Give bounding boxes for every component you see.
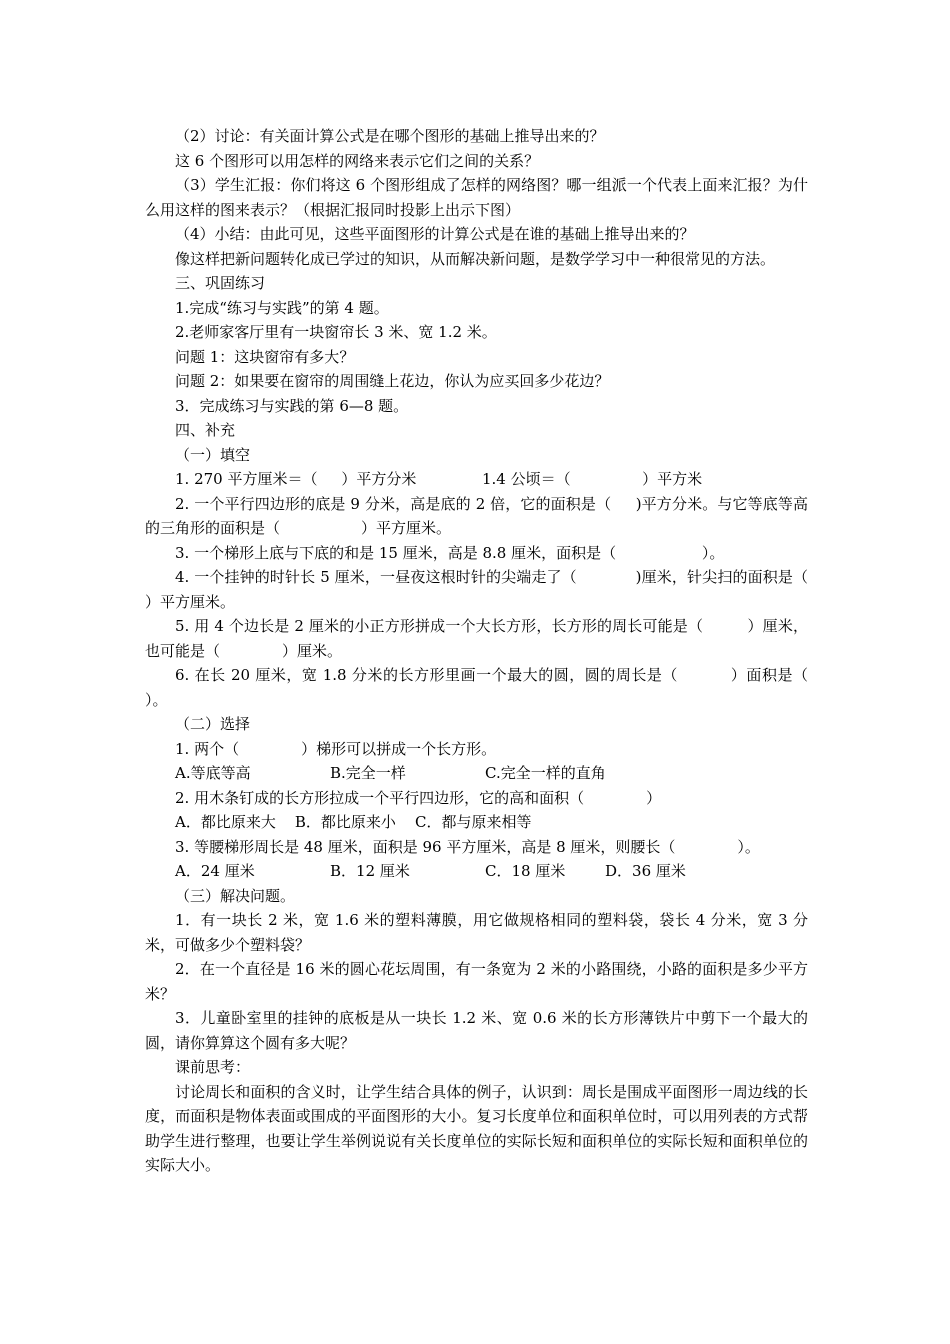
method-note: 像这样把新问题转化成已学过的知识，从而解决新问题，是数学学习中一种很常见的方法。 bbox=[175, 249, 776, 268]
problem-2: 2．在一个直径是 16 米的圆心花坛周围，有一条宽为 2 米的小路围绕，小路的面积是多少平方米？ bbox=[145, 960, 808, 1003]
practice-item-2: 2.老师家客厅里有一块窗帘长 3 米、宽 1.2 米。 bbox=[175, 323, 497, 341]
document-page bbox=[145, 124, 875, 1178]
option-b: B.完全一样 bbox=[330, 764, 406, 782]
network-question: 这 6 个图形可以用怎样的网络来表示它们之间的关系？ bbox=[175, 151, 540, 170]
section-supplement-heading: 四、补充 bbox=[175, 421, 236, 439]
fill-blank-heading: （一）填空 bbox=[175, 445, 251, 464]
fill-blank-item-4: 4. 一个挂钟的时针长 5 厘米，一昼夜这根时针的尖端走了（ )厘米，针尖扫的面积是（ ）平方厘米。 bbox=[145, 568, 875, 611]
fill-blank-1b: 1.4 公顷＝（ ）平方米 bbox=[482, 470, 703, 488]
option-a: A.等底等高 bbox=[175, 764, 251, 782]
student-report: （3）学生汇报：你们将这 6 个图形组成了怎样的网络图？哪一组派一个代表上面来汇报？为什么用这样的图来表示？（根据汇报同时投影上出示下图） bbox=[145, 176, 808, 219]
option-c: C．18 厘米 bbox=[485, 862, 566, 880]
option-d: D．36 厘米 bbox=[605, 862, 686, 880]
fill-blank-1a: 1. 270 平方厘米＝（ ）平方分米 bbox=[175, 470, 417, 488]
choice-item-3: 3. 等腰梯形周长是 48 厘米，面积是 96 平方厘米，高是 8 厘米，则腰长（ ）。 bbox=[175, 837, 760, 856]
fill-blank-item-1 bbox=[145, 467, 808, 492]
problem-1: 1．有一块长 2 米，宽 1.6 米的塑料薄膜，用它做规格相同的塑料袋，袋长 4 分米，宽 3 分米，可做多少个塑料袋？ bbox=[145, 911, 808, 954]
practice-question-1: 问题 1：这块窗帘有多大？ bbox=[175, 347, 355, 366]
option-c: C.完全一样的直角 bbox=[485, 764, 606, 782]
problem-solving-heading: （三）解决问题。 bbox=[175, 886, 296, 905]
option-a: A．24 厘米 bbox=[175, 862, 255, 880]
section-consolidation-heading: 三、巩固练习 bbox=[175, 274, 266, 292]
pre-class-reflection-heading: 课前思考： bbox=[175, 1058, 251, 1076]
practice-item-3: 3．完成练习与实践的第 6—8 题。 bbox=[175, 396, 409, 415]
option-b: B．12 厘米 bbox=[330, 862, 410, 880]
choice-item-1: 1. 两个（ ）梯形可以拼成一个长方形。 bbox=[175, 739, 497, 758]
choice-item-2: 2. 用木条钉成的长方形拉成一个平行四边形，它的高和面积（ ） bbox=[175, 788, 662, 807]
problem-3: 3．儿童卧室里的挂钟的底板是从一块长 1.2 米、宽 0.6 米的长方形薄铁片中剪下一个最大的圆，请你算算这个圆有多大呢？ bbox=[145, 1009, 808, 1052]
choice-item-2-options: A．都比原来大 B．都比原来小 C．都与原来相等 bbox=[175, 813, 532, 831]
summary: （4）小结：由此可见，这些平面图形的计算公式是在谁的基础上推导出来的？ bbox=[175, 225, 695, 243]
pre-class-reflection-text: 讨论周长和面积的含义时，让学生结合具体的例子，认识到：周长是围成平面图形一周边线的长度，而面积是物体表面或围成的平面图形的大小。复习长度单位和面积单位时，可以用列表的方式帮助学生进行整理，也要让学生举例说说有关长度单位的实际长短和面积单位的实际长短和面积单位的实际大小。 bbox=[145, 1082, 808, 1174]
discussion-question: （2）讨论：有关面计算公式是在哪个图形的基础上推导出来的？ bbox=[175, 127, 605, 145]
choice-heading: （二）选择 bbox=[175, 715, 251, 733]
fill-blank-item-5: 5. 用 4 个边长是 2 厘米的小正方形拼成一个大长方形，长方形的周长可能是（ ）厘米，也可能是（ ）厘米。 bbox=[145, 617, 808, 660]
fill-blank-item-6: 6. 在长 20 厘米，宽 1.8 分米的长方形里画一个最大的圆，圆的周长是（ ）面积是（ ）。 bbox=[145, 666, 870, 709]
choice-item-3-options bbox=[145, 859, 808, 884]
fill-blank-item-2: 2. 一个平行四边形的底是 9 分米，高是底的 2 倍，它的面积是（ )平方分米。与它等底等高的三角形的面积是（ ）平方厘米。 bbox=[145, 494, 808, 537]
choice-item-1-options bbox=[145, 761, 808, 786]
fill-blank-item-3: 3. 一个梯形上底与下底的和是 15 厘米，高是 8.8 厘米，面积是（ ）。 bbox=[175, 543, 725, 562]
practice-item-1: 1.完成“练习与实践”的第 4 题。 bbox=[175, 298, 389, 317]
practice-question-2: 问题 2：如果要在窗帘的周围缝上花边，你认为应买回多少花边？ bbox=[175, 372, 610, 390]
